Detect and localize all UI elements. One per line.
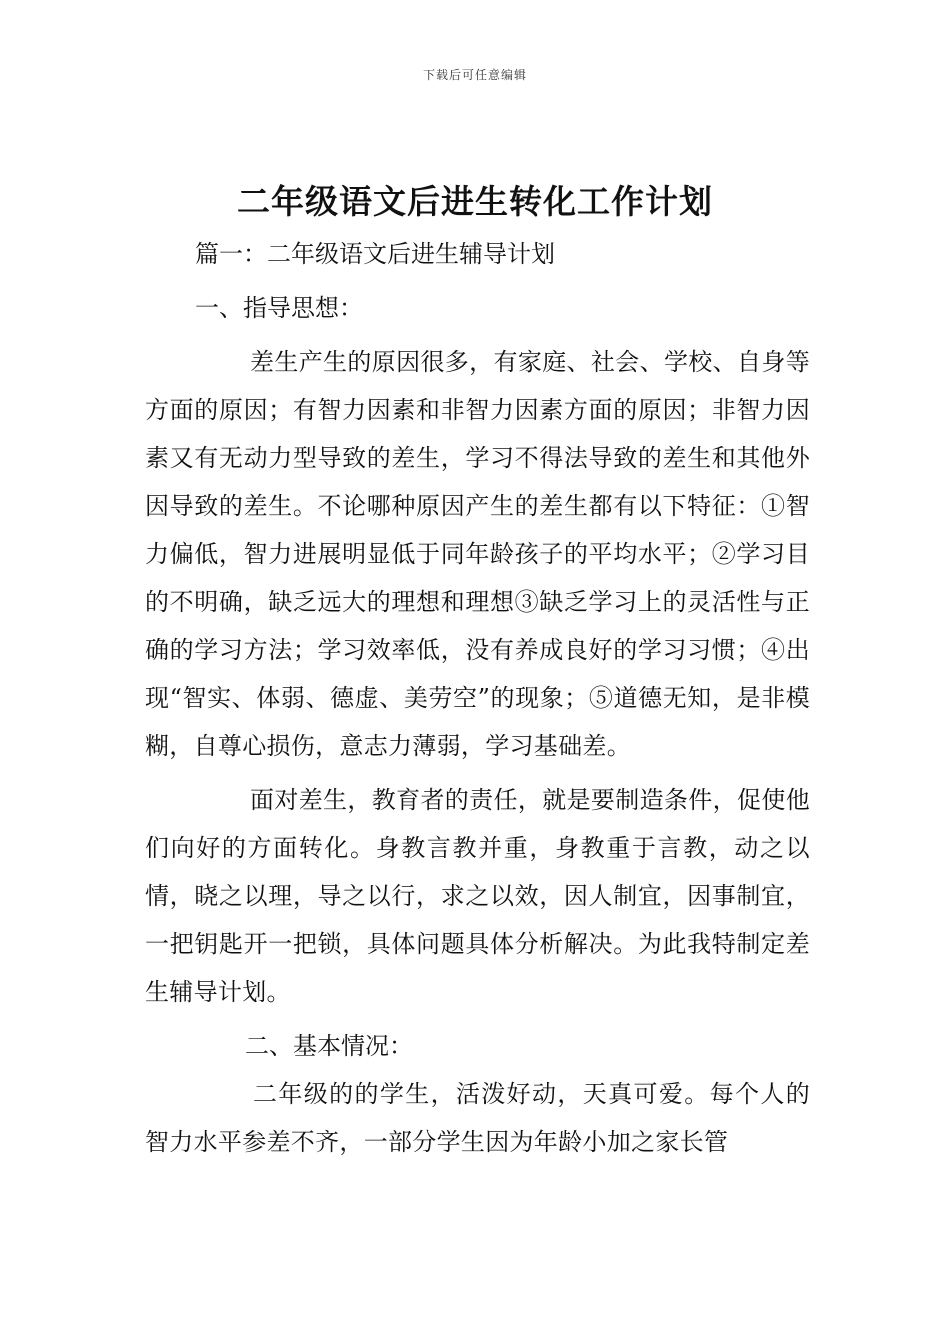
document-body bbox=[145, 230, 810, 1166]
paragraph-responsibility: 面对差生，教育者的责任，就是要制造条件，促使他们向好的方面转化。身教言教并重，身教重于言教，动之以情，晓之以理，导之以行，求之以效，因人制宜，因事制宜，一把钥匙开一把锁，具体问题具体分析解决。为此我特制定差生辅导计划。 bbox=[145, 786, 810, 1006]
document-title: 二年级语文后进生转化工作计划 bbox=[237, 182, 713, 221]
header-note: 下载后可任意编辑 bbox=[422, 68, 527, 82]
paragraph-basic-situation: 二年级的的学生，活泼好动，天真可爱。每个人的智力水平参差不齐，一部分学生因为年龄小加之家长管 bbox=[145, 1080, 810, 1156]
paragraph-causes: 差生产生的原因很多，有家庭、社会、学校、自身等方面的原因；有智力因素和非智力因素方面的原因；非智力因素又有无动力型导致的差生，学习不得法导致的差生和其他外因导致的差生。不论哪种原因产生的差生都有以下特征：①智力偏低，智力进展明显低于同年龄孩子的平均水平；②学习目的不明确，缺乏远大的理想和理想③缺乏学习上的灵活性与正确的学习方法；学习效率低，没有养成良好的学习习惯；④出现“智实、体弱、德虚、美劳空”的现象；⑤道德无知，是非模糊，自尊心损伤，意志力薄弱，学习基础差。 bbox=[145, 348, 810, 760]
section-heading-basic-situation: 二、基本情况： bbox=[245, 1032, 413, 1060]
section-heading-guiding-thought: 一、指导思想： bbox=[195, 294, 363, 322]
document-subtitle: 篇一：二年级语文后进生辅导计划 bbox=[195, 240, 555, 268]
